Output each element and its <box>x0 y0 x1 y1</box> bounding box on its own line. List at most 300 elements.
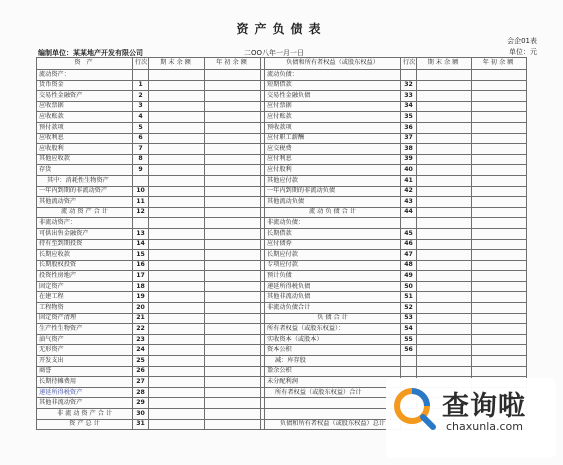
asset-begin-balance <box>205 260 261 271</box>
liability-begin-balance <box>472 133 527 144</box>
asset-item: 其他流动资产 <box>37 197 133 208</box>
asset-line-no: 19 <box>133 292 149 303</box>
asset-begin-balance <box>205 324 261 335</box>
col-line-liability: 行次 <box>401 58 417 70</box>
liability-item: 未分配利润 <box>265 377 401 388</box>
asset-line-no <box>133 218 149 229</box>
liability-item: 递延所得税负债 <box>265 281 401 292</box>
asset-begin-balance <box>205 228 261 239</box>
table-row <box>37 313 527 324</box>
asset-line-no: 13 <box>133 228 149 239</box>
table-row <box>37 122 527 133</box>
asset-end-balance <box>149 377 205 388</box>
asset-line-no: 16 <box>133 260 149 271</box>
form-code: 会企01表 <box>507 37 537 45</box>
liability-begin-balance <box>472 80 527 91</box>
asset-line-no <box>133 70 149 81</box>
asset-begin-balance <box>205 186 261 197</box>
liability-item: 专项应付款 <box>265 260 401 271</box>
liability-end-balance <box>417 271 472 282</box>
liability-line-no: 50 <box>401 281 417 292</box>
liability-item: 所有者权益（或股东权益）合计 <box>265 387 401 398</box>
asset-line-no: 15 <box>133 250 149 261</box>
asset-end-balance <box>149 175 205 186</box>
asset-end-balance <box>149 239 205 250</box>
table-row <box>37 218 527 229</box>
liability-item: 应付职工薪酬 <box>265 133 401 144</box>
col-begin-balance-liability: 年初余额 <box>472 58 527 70</box>
liability-begin-balance <box>472 345 527 356</box>
liability-line-no: 35 <box>401 112 417 123</box>
asset-end-balance <box>149 356 205 367</box>
liability-begin-balance <box>472 91 527 102</box>
asset-end-balance <box>149 70 205 81</box>
table-row <box>37 250 527 261</box>
table-row <box>37 186 527 197</box>
asset-end-balance <box>149 228 205 239</box>
liability-item: 非流动负债合计 <box>265 303 401 314</box>
asset-begin-balance <box>205 387 261 398</box>
liability-begin-balance <box>472 197 527 208</box>
liability-begin-balance <box>472 366 527 377</box>
watermark-brand-en: chaxunla.com <box>446 420 523 433</box>
asset-item: 长期待摊费用 <box>37 377 133 388</box>
asset-line-no: 5 <box>133 122 149 133</box>
liability-begin-balance <box>472 186 527 197</box>
liability-item: 其他应付款 <box>265 175 401 186</box>
liability-line-no: 56 <box>401 345 417 356</box>
table-row <box>37 80 527 91</box>
asset-end-balance <box>149 260 205 271</box>
asset-item: 在建工程 <box>37 292 133 303</box>
table-row <box>37 70 527 81</box>
liability-begin-balance <box>472 239 527 250</box>
liability-end-balance <box>417 197 472 208</box>
report-date: 二OO八年一月一日 <box>244 49 305 57</box>
asset-line-no: 12 <box>133 207 149 218</box>
asset-end-balance <box>149 281 205 292</box>
liability-item: 所有者权益（或股东权益）： <box>265 324 401 335</box>
liability-line-no: 54 <box>401 324 417 335</box>
asset-item: 无形资产 <box>37 345 133 356</box>
asset-line-no: 30 <box>133 409 149 420</box>
asset-begin-balance <box>205 112 261 123</box>
liability-end-balance <box>417 334 472 345</box>
liability-item: 资本公积 <box>265 345 401 356</box>
liability-begin-balance <box>472 281 527 292</box>
liability-begin-balance <box>472 101 527 112</box>
asset-item: 非 流 动 资 产 合 计 <box>37 409 133 420</box>
liability-end-balance <box>417 175 472 186</box>
asset-item: 可供出售金融资产 <box>37 228 133 239</box>
table-row <box>37 133 527 144</box>
liability-item: 预计负债 <box>265 271 401 282</box>
liability-end-balance <box>417 144 472 155</box>
liability-item: 交易性金融负债 <box>265 91 401 102</box>
asset-item: 工程物资 <box>37 303 133 314</box>
table-row <box>37 207 527 218</box>
asset-begin-balance <box>205 218 261 229</box>
watermark-brand-cn: 查询啦 <box>442 391 526 422</box>
asset-line-no: 25 <box>133 356 149 367</box>
asset-item: 一年内到期的非流动资产 <box>37 186 133 197</box>
asset-item: 商誉 <box>37 366 133 377</box>
liability-end-balance <box>417 366 472 377</box>
table-row <box>37 281 527 292</box>
asset-item: 固定资产清理 <box>37 313 133 324</box>
asset-begin-balance <box>205 239 261 250</box>
asset-line-no: 3 <box>133 101 149 112</box>
asset-begin-balance <box>205 70 261 81</box>
asset-end-balance <box>149 409 205 420</box>
asset-begin-balance <box>205 292 261 303</box>
liability-end-balance <box>417 260 472 271</box>
asset-line-no: 21 <box>133 313 149 324</box>
asset-line-no: 14 <box>133 239 149 250</box>
asset-line-no: 23 <box>133 334 149 345</box>
asset-end-balance <box>149 345 205 356</box>
liability-begin-balance <box>472 313 527 324</box>
asset-end-balance <box>149 197 205 208</box>
asset-begin-balance <box>205 101 261 112</box>
liability-begin-balance <box>472 324 527 335</box>
liability-begin-balance <box>472 154 527 165</box>
asset-end-balance <box>149 91 205 102</box>
asset-item: 流动资产： <box>37 70 133 81</box>
liability-end-balance <box>417 101 472 112</box>
liability-line-no: 55 <box>401 334 417 345</box>
liability-end-balance <box>417 228 472 239</box>
asset-item: 应收利息 <box>37 133 133 144</box>
liability-item: 负债和所有者权益（或股东权益）总计 <box>265 419 401 430</box>
liability-begin-balance <box>472 250 527 261</box>
asset-end-balance <box>149 366 205 377</box>
table-row <box>37 292 527 303</box>
liability-line-no: 43 <box>401 197 417 208</box>
liability-item: 应付票据 <box>265 101 401 112</box>
asset-begin-balance <box>205 197 261 208</box>
asset-end-balance <box>149 313 205 324</box>
liability-item: 长期应付款 <box>265 250 401 261</box>
asset-end-balance <box>149 334 205 345</box>
asset-begin-balance <box>205 133 261 144</box>
liability-line-no: 44 <box>401 207 417 218</box>
liability-begin-balance <box>472 260 527 271</box>
asset-end-balance <box>149 186 205 197</box>
asset-line-no: 6 <box>133 133 149 144</box>
table-row <box>37 154 527 165</box>
liability-end-balance <box>417 112 472 123</box>
liability-begin-balance <box>472 334 527 345</box>
asset-line-no: 27 <box>133 377 149 388</box>
liability-line-no: 42 <box>401 186 417 197</box>
asset-end-balance <box>149 419 205 430</box>
liability-item: 流 动 负 债 合 计 <box>265 207 401 218</box>
liability-item: 其他非流动负债 <box>265 292 401 303</box>
asset-line-no: 17 <box>133 271 149 282</box>
liability-begin-balance <box>472 165 527 176</box>
asset-item: 其中：消耗性生物资产 <box>37 175 133 186</box>
liability-end-balance <box>417 91 472 102</box>
liability-line-no: 46 <box>401 239 417 250</box>
liability-item: 非流动负债： <box>265 218 401 229</box>
table-row <box>37 228 527 239</box>
asset-line-no: 26 <box>133 366 149 377</box>
liability-line-no: 47 <box>401 250 417 261</box>
asset-line-no: 22 <box>133 324 149 335</box>
asset-line-no: 24 <box>133 345 149 356</box>
asset-line-no: 7 <box>133 144 149 155</box>
currency-unit: 单位：元 <box>509 48 537 56</box>
asset-item: 递延所得税资产 <box>37 387 133 398</box>
table-row <box>37 175 527 186</box>
liability-line-no: 37 <box>401 133 417 144</box>
table-row <box>37 239 527 250</box>
liability-line-no <box>401 356 417 367</box>
asset-end-balance <box>149 271 205 282</box>
liability-item: 负 债 合 计 <box>265 313 401 324</box>
table-row <box>37 324 527 335</box>
asset-item: 预付款项 <box>37 122 133 133</box>
asset-end-balance <box>149 112 205 123</box>
table-row <box>37 345 527 356</box>
asset-end-balance <box>149 250 205 261</box>
asset-begin-balance <box>205 345 261 356</box>
liability-item: 长期借款 <box>265 228 401 239</box>
asset-end-balance <box>149 324 205 335</box>
table-row <box>37 91 527 102</box>
liability-begin-balance <box>472 303 527 314</box>
asset-end-balance <box>149 207 205 218</box>
liability-line-no: 49 <box>401 271 417 282</box>
liability-item: 短期借款 <box>265 80 401 91</box>
table-row <box>37 271 527 282</box>
asset-begin-balance <box>205 334 261 345</box>
asset-item: 固定资产 <box>37 281 133 292</box>
asset-item: 交易性金融资产 <box>37 91 133 102</box>
liability-item: 一年内到期的非流动负债 <box>265 186 401 197</box>
liability-line-no: 53 <box>401 313 417 324</box>
asset-begin-balance <box>205 281 261 292</box>
liability-item: 应付债券 <box>265 239 401 250</box>
asset-item: 其他应收款 <box>37 154 133 165</box>
liability-line-no: 39 <box>401 154 417 165</box>
liability-line-no: 52 <box>401 303 417 314</box>
col-begin-balance-asset: 年初余额 <box>205 58 261 70</box>
asset-line-no: 18 <box>133 281 149 292</box>
asset-begin-balance <box>205 356 261 367</box>
liability-begin-balance <box>472 175 527 186</box>
asset-begin-balance <box>205 366 261 377</box>
liability-end-balance <box>417 345 472 356</box>
asset-item: 应收股利 <box>37 144 133 155</box>
asset-begin-balance <box>205 250 261 261</box>
liability-begin-balance <box>472 292 527 303</box>
asset-begin-balance <box>205 144 261 155</box>
col-liability: 负债和所有者权益（或股东权益） <box>265 58 401 70</box>
asset-end-balance <box>149 101 205 112</box>
liability-line-no: 51 <box>401 292 417 303</box>
asset-line-no: 28 <box>133 387 149 398</box>
asset-end-balance <box>149 165 205 176</box>
liability-end-balance <box>417 207 472 218</box>
liability-end-balance <box>417 186 472 197</box>
liability-item: 应交税费 <box>265 144 401 155</box>
table-row <box>37 356 527 367</box>
table-row <box>37 303 527 314</box>
liability-line-no: 45 <box>401 228 417 239</box>
liability-line-no <box>401 70 417 81</box>
liability-end-balance <box>417 324 472 335</box>
asset-item: 货币资金 <box>37 80 133 91</box>
liability-item: 应付利息 <box>265 154 401 165</box>
table-row <box>37 366 527 377</box>
asset-begin-balance <box>205 313 261 324</box>
table-row <box>37 112 527 123</box>
asset-line-no: 10 <box>133 186 149 197</box>
asset-end-balance <box>149 80 205 91</box>
table-row <box>37 144 527 155</box>
asset-begin-balance <box>205 271 261 282</box>
company-name: 编制单位：某某地产开发有限公司 <box>38 49 143 57</box>
liability-end-balance <box>417 303 472 314</box>
asset-line-no: 1 <box>133 80 149 91</box>
asset-item: 流 动 资 产 合 计 <box>37 207 133 218</box>
liability-end-balance <box>417 281 472 292</box>
liability-begin-balance <box>472 144 527 155</box>
asset-item: 应收票据 <box>37 101 133 112</box>
asset-item: 持有至到期投资 <box>37 239 133 250</box>
asset-begin-balance <box>205 122 261 133</box>
asset-item: 存货 <box>37 165 133 176</box>
table-row <box>37 165 527 176</box>
asset-end-balance <box>149 398 205 409</box>
asset-line-no: 9 <box>133 165 149 176</box>
liability-item: 应付股利 <box>265 165 401 176</box>
asset-begin-balance <box>205 409 261 420</box>
liability-end-balance <box>417 133 472 144</box>
asset-end-balance <box>149 303 205 314</box>
liability-begin-balance <box>472 218 527 229</box>
asset-end-balance <box>149 154 205 165</box>
liability-end-balance <box>417 313 472 324</box>
asset-item: 其他非流动资产 <box>37 398 133 409</box>
asset-begin-balance <box>205 419 261 430</box>
asset-begin-balance <box>205 91 261 102</box>
site-watermark <box>386 378 556 458</box>
liability-begin-balance <box>472 228 527 239</box>
col-end-balance-liability: 期末余额 <box>417 58 472 70</box>
asset-line-no <box>133 175 149 186</box>
asset-line-no: 20 <box>133 303 149 314</box>
asset-begin-balance <box>205 207 261 218</box>
asset-end-balance <box>149 218 205 229</box>
asset-item: 长期应收款 <box>37 250 133 261</box>
asset-end-balance <box>149 144 205 155</box>
asset-end-balance <box>149 133 205 144</box>
table-header-row <box>37 58 527 70</box>
asset-item: 开发支出 <box>37 356 133 367</box>
asset-line-no: 8 <box>133 154 149 165</box>
liability-line-no: 36 <box>401 122 417 133</box>
liability-end-balance <box>417 356 472 367</box>
asset-line-no: 29 <box>133 398 149 409</box>
liability-begin-balance <box>472 70 527 81</box>
table-row <box>37 101 527 112</box>
liability-end-balance <box>417 154 472 165</box>
report-title: 资产负债表 <box>236 22 327 36</box>
liability-item: 盈余公积 <box>265 366 401 377</box>
liability-line-no: 32 <box>401 80 417 91</box>
asset-begin-balance <box>205 377 261 388</box>
liability-item <box>265 409 401 420</box>
col-line-asset: 行次 <box>133 58 149 70</box>
asset-begin-balance <box>205 303 261 314</box>
liability-item: 其他流动负债 <box>265 197 401 208</box>
liability-item: 实收资本（或股本） <box>265 334 401 345</box>
asset-end-balance <box>149 387 205 398</box>
asset-begin-balance <box>205 175 261 186</box>
liability-line-no: 33 <box>401 91 417 102</box>
asset-line-no: 11 <box>133 197 149 208</box>
asset-item: 非流动资产： <box>37 218 133 229</box>
asset-begin-balance <box>205 165 261 176</box>
liability-line-no: 41 <box>401 175 417 186</box>
asset-line-no: 31 <box>133 419 149 430</box>
liability-begin-balance <box>472 122 527 133</box>
table-row <box>37 197 527 208</box>
liability-line-no <box>401 218 417 229</box>
table-row <box>37 260 527 271</box>
asset-item: 生产性生物资产 <box>37 324 133 335</box>
liability-begin-balance <box>472 271 527 282</box>
asset-begin-balance <box>205 80 261 91</box>
col-end-balance-asset: 期末余额 <box>149 58 205 70</box>
asset-begin-balance <box>205 398 261 409</box>
asset-line-no: 2 <box>133 91 149 102</box>
asset-item: 投资性房地产 <box>37 271 133 282</box>
asset-item: 油气资产 <box>37 334 133 345</box>
asset-item: 应收账款 <box>37 112 133 123</box>
liability-item: 应付账款 <box>265 112 401 123</box>
liability-end-balance <box>417 70 472 81</box>
liability-begin-balance <box>472 207 527 218</box>
asset-line-no: 4 <box>133 112 149 123</box>
liability-begin-balance <box>472 112 527 123</box>
asset-begin-balance <box>205 154 261 165</box>
liability-line-no <box>401 366 417 377</box>
col-asset: 资 产 <box>37 58 133 70</box>
liability-begin-balance <box>472 356 527 367</box>
liability-item: 减：库存股 <box>265 356 401 367</box>
liability-end-balance <box>417 292 472 303</box>
liability-item: 流动负债： <box>265 70 401 81</box>
table-row <box>37 334 527 345</box>
liability-item: 预收款项 <box>265 122 401 133</box>
asset-item: 资 产 总 计 <box>37 419 133 430</box>
liability-line-no: 48 <box>401 260 417 271</box>
balance-sheet-table <box>36 57 527 430</box>
liability-line-no: 34 <box>401 101 417 112</box>
liability-line-no: 40 <box>401 165 417 176</box>
liability-end-balance <box>417 165 472 176</box>
liability-end-balance <box>417 239 472 250</box>
liability-end-balance <box>417 250 472 261</box>
magnifier-logo-icon <box>392 386 436 430</box>
liability-end-balance <box>417 218 472 229</box>
liability-end-balance <box>417 80 472 91</box>
asset-item: 长期股权投资 <box>37 260 133 271</box>
